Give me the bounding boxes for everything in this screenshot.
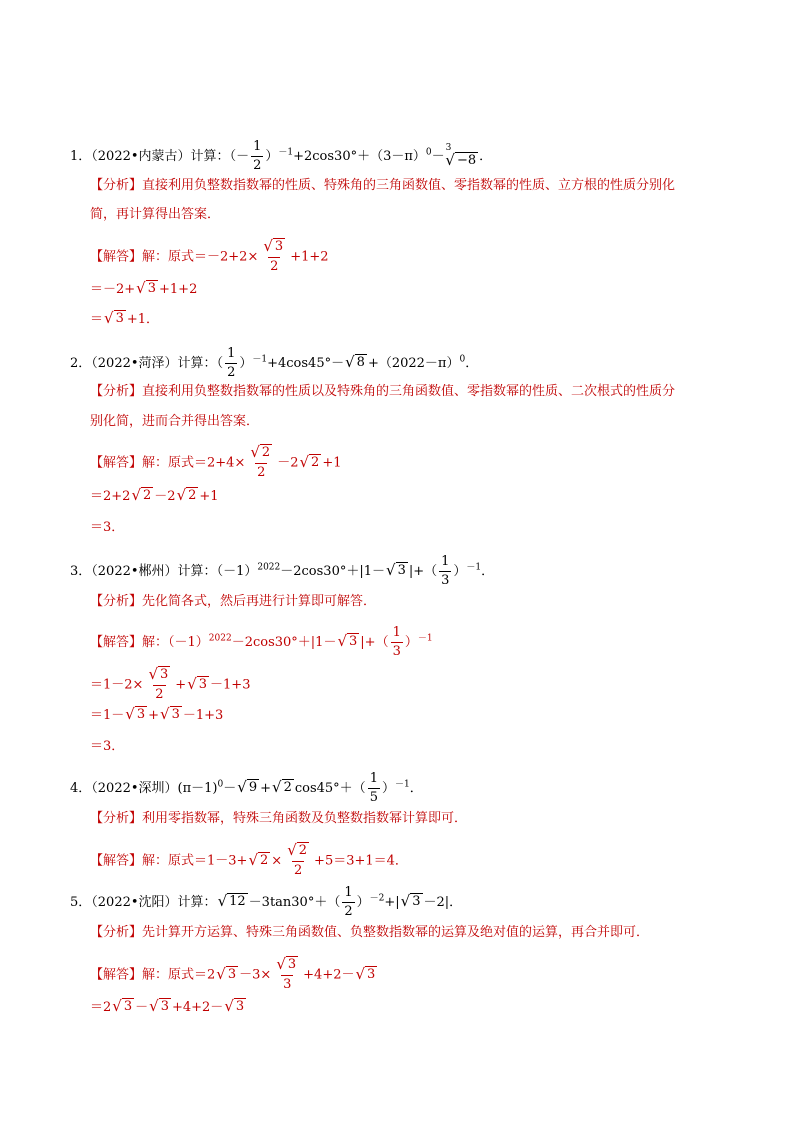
square-root: √ 2 xyxy=(248,850,269,869)
problem-2-analysis: 【分析】直接利用负整数指数幂的性质以及特殊角的三角函数值、零指数幂的性质、二次根式的性质分 xyxy=(90,384,676,399)
problem-2-answer-line-3: ＝3． xyxy=(90,520,125,535)
problem-source: （2022•内蒙古） xyxy=(91,149,191,164)
fraction: √ 3 3 xyxy=(276,955,297,992)
fraction: $\frac{1}{5}$ xyxy=(369,771,378,805)
problem-5-question: 5．（2022•沈阳）计算： √ 12 －3tan30°＋（ $\frac{1}{2}$ ）$^{-2}$+| √ 3 －2|． xyxy=(70,885,463,919)
square-root: √ 3 xyxy=(136,279,157,297)
square-root: √ 9 xyxy=(237,778,258,796)
problem-number: 1． xyxy=(70,149,92,164)
fraction: √ 2 2 xyxy=(287,841,308,878)
problem-4-analysis: 【分析】利用零指数幂，特殊三角函数及负整数指数幂计算即可． xyxy=(90,811,468,826)
square-root: √ 2 xyxy=(176,486,197,504)
problem-3-analysis: 【分析】先化简各式，然后再进行计算即可解答． xyxy=(90,594,377,609)
problem-1-answer-line-2: ＝－2+ √ 3 +1+2 xyxy=(90,279,198,297)
square-root: √ 3 xyxy=(104,309,124,327)
square-root: √ 3 xyxy=(160,705,180,723)
answer-label: 【解答】 xyxy=(90,249,143,265)
square-root: √ 12 xyxy=(217,892,246,910)
problem-1-question: 1．（2022•内蒙古）计算：（－ $\frac{1}{2}$ ）$^{-1}+2\cos 30^\circ+(3-\pi)^0-$ 3 √ −8 ． xyxy=(70,139,493,173)
fraction: $\frac{1}{3}$ xyxy=(441,554,450,588)
answer-label: 【解答】 xyxy=(90,455,143,471)
problem-1-answer-line-1: 【解答】解：原式＝－2+2× √ 3 2 +1+2 xyxy=(90,237,329,274)
problem-1-answer-line-3: ＝ √ 3 +1． xyxy=(90,309,160,327)
analysis-label: 【分析】 xyxy=(90,925,143,940)
problem-4-question: 4．（2022•深圳）$(\pi-1)^0-$ √ 9 + √ 2 cos45°＋（ $\frac{1}{5}$ ）$^{-1}$． xyxy=(70,771,423,805)
problem-3-answer-line-3: ＝1－ √ 3 + √ 3 －1+3 xyxy=(90,705,224,723)
square-root: √ 2 xyxy=(272,778,292,796)
problem-source: （2022•沈阳） xyxy=(91,895,178,910)
problem-source: （2022•郴州） xyxy=(91,564,178,579)
problem-3-answer-line-4: ＝3． xyxy=(90,739,125,754)
analysis-label: 【分析】 xyxy=(90,594,143,609)
square-root: √ 2 xyxy=(131,486,152,504)
analysis-label: 【分析】 xyxy=(90,384,143,399)
problem-number: 4． xyxy=(70,781,92,796)
square-root: √ 3 xyxy=(149,997,169,1015)
problem-3-answer-line-2: ＝1－2× √ 3 2 + √ 3 －1+3 xyxy=(90,665,251,702)
problem-number: 2． xyxy=(70,356,92,371)
problem-3-answer-line-1: 【解答】解：$(-1)^{2022}-2\cos 30^\circ+|1-$ √ 3 |+（ $\frac{1}{3}$ ）$^{-1}$ xyxy=(90,625,433,659)
square-root: √ 3 xyxy=(337,632,358,650)
problem-2-analysis-cont: 别化简，进而合并得出答案． xyxy=(90,414,260,429)
problem-number: 5． xyxy=(70,895,92,910)
square-root: √ 3 xyxy=(355,964,376,983)
square-root: √ 3 xyxy=(224,997,245,1015)
square-root: √ 3 xyxy=(400,892,421,910)
square-root: √ 3 xyxy=(112,997,133,1015)
fraction: √ 2 2 xyxy=(250,443,271,480)
square-root: √ 8 xyxy=(345,353,365,371)
square-root: √ 2 xyxy=(299,452,320,471)
fraction: $\frac{1}{2}$ xyxy=(227,346,236,380)
fraction: $\frac{1}{3}$ xyxy=(392,625,401,659)
fraction: $\frac{1}{2}$ xyxy=(344,885,353,919)
answer-label: 【解答】 xyxy=(90,853,143,869)
problem-4-answer-line-1: 【解答】解：原式＝1－3+ √ 2 × √ 2 2 +5＝3+1＝4． xyxy=(90,841,408,878)
square-root: √ 3 xyxy=(216,964,237,983)
square-root: √ 3 xyxy=(187,674,208,693)
fraction: √ 3 2 xyxy=(148,665,169,702)
problem-2-answer-line-2: ＝2+2 √ 2 －2 √ 2 +1 xyxy=(90,486,219,504)
problem-number: 3． xyxy=(70,564,92,579)
fraction: $\frac{1}{2}$ xyxy=(253,139,262,173)
answer-label: 【解答】 xyxy=(90,635,143,650)
analysis-label: 【分析】 xyxy=(90,811,143,826)
problem-2-answer-line-1: 【解答】解：原式＝2+4× √ 2 2 －2 √ 2 +1 xyxy=(90,443,342,480)
cube-root: 3 √ −8 xyxy=(445,143,477,169)
problem-1-analysis: 【分析】直接利用负整数指数幂的性质、特殊角的三角函数值、零指数幂的性质、立方根的性质分别化 xyxy=(90,178,676,193)
square-root: √ 3 xyxy=(125,705,146,723)
analysis-label: 【分析】 xyxy=(90,178,143,193)
fraction: √ 3 2 xyxy=(263,237,284,274)
problem-5-answer-line-2: ＝2 √ 3 － √ 3 +4+2－ √ 3 xyxy=(90,997,245,1015)
problem-source: （2022•菏泽） xyxy=(91,356,178,371)
problem-2-question: 2．（2022•菏泽）计算：（ $\frac{1}{2}$ ）$^{-1}$+4cos45°－ √ 8 $+(2022-\pi)^0$． xyxy=(70,346,479,380)
problem-5-analysis: 【分析】先计算开方运算、特殊三角函数值、负整数指数幂的运算及绝对值的运算，再合并即可． xyxy=(90,925,650,940)
problem-1-analysis-cont: 简，再计算得出答案． xyxy=(90,207,221,222)
square-root: √ 3 xyxy=(386,561,406,579)
problem-5-answer-line-1: 【解答】解：原式＝2 √ 3 －3× √ 3 3 +4+2－ √ 3 xyxy=(90,955,376,992)
problem-source: （2022•深圳） xyxy=(91,781,178,796)
answer-label: 【解答】 xyxy=(90,967,143,983)
problem-3-question: 3．（2022•郴州）计算：$(-1)^{2022}-2\cos 30^\circ+|1-$ √ 3 |+（ $\frac{1}{3}$ ）$^{-1}$． xyxy=(70,554,495,588)
